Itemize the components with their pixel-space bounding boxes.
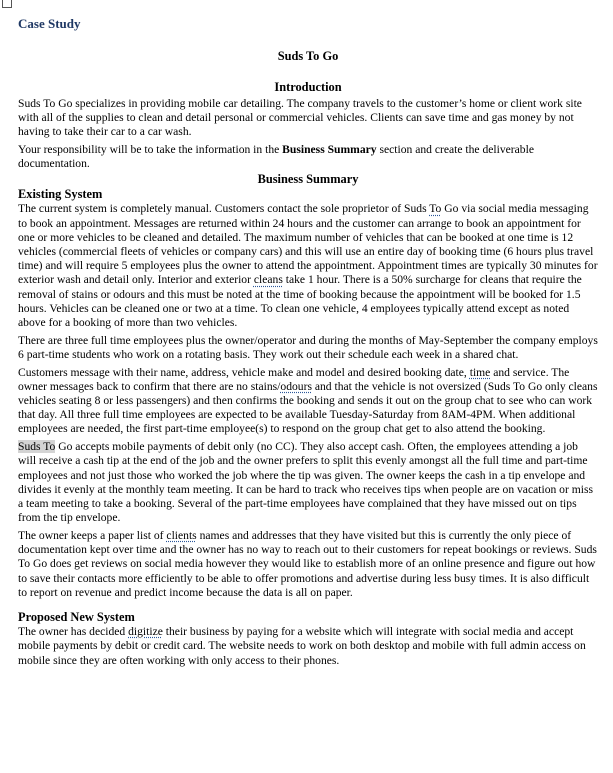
spellcheck-word: time: [469, 365, 491, 379]
spellcheck-word: clients: [166, 528, 197, 542]
intro-paragraph-2: Your responsibility will be to take the information in the Business Summary section and create the deliverable documentation.: [18, 143, 534, 171]
existing-paragraph-5: The owner keeps a paper list of clients names and addresses that they have visited but this is currently the only piece of documentation kept over time and the owner has no way to reach out to their customers for repeat bookings or reviews. Suds To Go does get reviews on social media however they would like to establish more of an online presence and figure out how to save their contacts more efficiently to be able to offer promotions and advertise during less busy times. It is also difficult to report on revenue and predict income because the data is all on paper.: [18, 528, 597, 599]
spellcheck-word: odours: [280, 379, 312, 393]
existing-paragraph-4: Suds To Go accepts mobile payments of debit only (no CC). They also accept cash. Often, the employees attending a job will receive a cash tip at the end of the job and the owner prefers to split this evenly amongst all the full time and part-time employees and not just those who worked the job where the tip was given. The owner keeps the cash in a tip envelope and divides it evenly at the monthly team meeting. It can be hard to track who receives tips when people are on vacation or miss a team meeting to take a booking. Several of the part-time employees have complained that they have missed out on tips from the tip envelope.: [18, 440, 594, 525]
proposed-system-heading: Proposed New System: [18, 609, 135, 624]
existing-paragraph-1: The current system is completely manual. Customers contact the sole proprietor of Suds To Go via social media messaging to book an appointment. Messages are returned within 24 hours and the customer can arrange to book an appointment for one or more vehicles to be cleaned and detailed. The maximum number of vehicles that can be booked at one time is 12 vehicles (commercial fleets of vehicles or company cars) and this will use an entire day of booking time (6 hours plus travel time) and will require 5 employees plus the owner to attend the appointment. Appointment times are typically 30 minutes for exterior wash and detail only. Interior and exterior cleans take 1 hour. There is a 50% surcharge for cleans that require the removal of stains or odours and this must be noted at the time of booking because the appointment will be booked for 1.5 hours. Vehicles can be cleaned one or two at a time. To clean one vehicle, 4 employees typically attend except as noted above for a booking of more than two vehicles.: [18, 202, 598, 330]
intro-paragraph-1: Suds To Go specializes in providing mobile car detailing. The company travels to the customer’s home or client work site with all of the supplies to clean and detail personal or commercial vehicles. Clients can save time and gas money by not having to take their car to a car wash.: [18, 97, 582, 139]
case-study-label: Case Study: [18, 16, 81, 31]
existing-system-heading: Existing System: [18, 187, 103, 202]
corner-checkbox[interactable]: [2, 0, 12, 8]
introduction-heading: Introduction: [274, 80, 342, 94]
existing-paragraph-3: Customers message with their name, address, vehicle make and model and desired booking date, time and service. The owner messages back to confirm that there are no stains/odours and that the vehicle is not oversized (Suds To Go only cleans vehicles seating 8 or less passengers) and then confirms the booking and sends it out on the group chat to see who can work that day. All three full time employees are expected to be available Tuesday-Saturday from 8AM-4PM. When additional employees are needed, the first part-time employee(s) to respond on the group chat get to also attend the booking.: [18, 365, 598, 436]
document-title: Suds To Go: [277, 49, 339, 63]
document-body: [18, 97, 598, 671]
selected-text-highlight[interactable]: Suds To: [18, 440, 56, 454]
existing-paragraph-2: There are three full time employees plus the owner/operator and during the months of May-September the company employs 6 part-time students who work on a rotating basis. They work out their schedule each week in a shared chat.: [18, 333, 598, 361]
spellcheck-word: To: [429, 202, 442, 216]
proposed-paragraph-1: The owner has decided digitize their business by paying for a website which will integrate with social media and accept mobile payments by debit or credit card. The website needs to work on both desktop and mobile with full admin access on mobile since they are often working with only access to their phones.: [18, 625, 586, 667]
spellcheck-word: cleans: [253, 273, 283, 287]
business-summary-heading: Business Summary: [257, 172, 359, 187]
spellcheck-word: digitize: [128, 625, 163, 639]
